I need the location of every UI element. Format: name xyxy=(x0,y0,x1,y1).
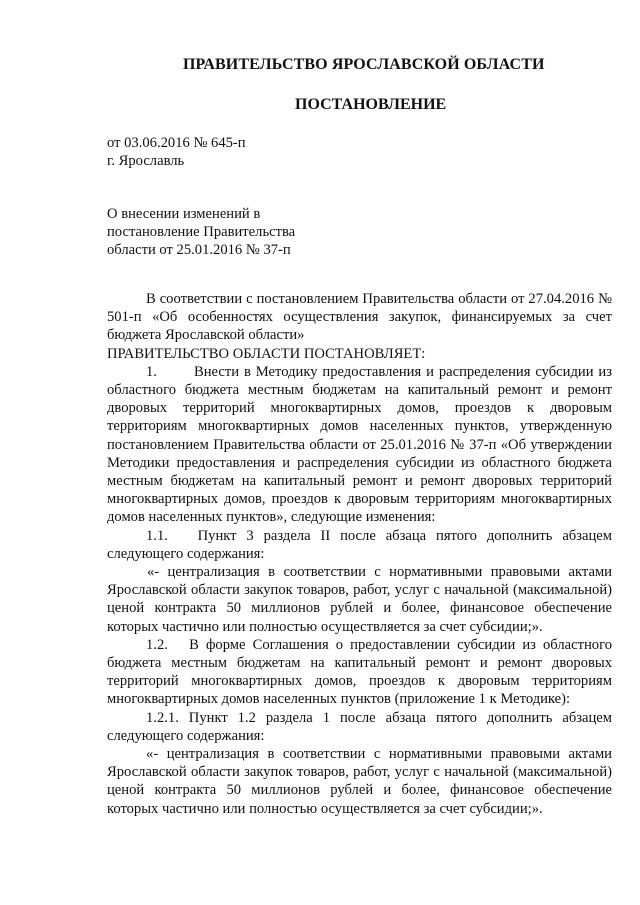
date-number: от 03.06.2016 № 645-п xyxy=(107,135,246,151)
item-text: Внести в Методику предоставления и распределения субсидии из областного бюджета местным бюджетам на капитальный ремонт и ремонт дворовых территорий многоквартирных домов, проездов к дворовым территориям многоквартирных домов населенных пунктов, утвержденную постановлением Правительства области от 25.01.2016 № 37-п «Об утверждении Методики предоставления и распределения субсидии из областного бюджета местным бюджетам на капитальный ремонт и ремонт дворовых территорий многоквартирных домов, проездов к дворовым территориям многоквартирных домов населенных пунктов», следующие изменения: xyxy=(107,363,612,526)
item-1-1 xyxy=(107,527,612,563)
document-type-title: ПОСТАНОВЛЕНИЕ xyxy=(295,96,447,113)
quote-2: «- централизация в соответствии с нормативными правовыми актами Ярославской области закупок товаров, работ, услуг с начальной (максимальной) ценой контракта 50 миллионов рублей и более, финансовое обеспечение которых частично или полностью осуществляется за счет субсидии;». xyxy=(107,746,612,817)
city: г. Ярославль xyxy=(107,153,185,170)
government-title: ПРАВИТЕЛЬСТВО ЯРОСЛАВСКОЙ ОБЛАСТИ xyxy=(183,56,545,73)
subject-line: постановление Правительства xyxy=(107,224,296,241)
item-1-2 xyxy=(107,636,612,709)
item-text: В форме Соглашения о предоставлении субсидии из областного бюджета местным бюджетам на капитальный ремонт и ремонт дворовых территорий многоквартирных домов, проездов к дворовым территориям многоквартирных домов населенных пунктов (приложение 1 к Методике): xyxy=(107,636,612,708)
subject-line: О внесении изменений в xyxy=(107,206,261,222)
item-number: 1.1. xyxy=(146,527,168,544)
item-number: 1.2. xyxy=(146,636,168,653)
resolves-line: ПРАВИТЕЛЬСТВО ОБЛАСТИ ПОСТАНОВЛЯЕТ: xyxy=(107,345,426,362)
item-text: Пункт 3 раздела II после абзаца пятого дополнить абзацем следующего содержания: xyxy=(107,527,612,562)
item-1-2-1 xyxy=(107,709,612,745)
item-number: 1.2.1. xyxy=(146,709,179,726)
preamble: В соответствии с постановлением Правительства области от 27.04.2016 № 501-п «Об особенностях осуществления закупок, финансируемых за счет бюджета Ярославской области» xyxy=(107,291,612,344)
item-1 xyxy=(107,363,612,527)
document-subject xyxy=(107,205,367,260)
subject-line: области от 25.01.2016 № 37-п xyxy=(107,242,291,259)
document-meta xyxy=(107,134,246,170)
item-number: 1. xyxy=(146,363,157,380)
item-text: Пункт 1.2 раздела 1 после абзаца пятого дополнить абзацем следующего содержания: xyxy=(107,709,613,744)
document-body xyxy=(107,290,612,818)
quote-1: «- централизация в соответствии с нормативными правовыми актами Ярославской области закупок товаров, работ, услуг с начальной (максимальной) ценой контракта 50 миллионов рублей и более, финансовое обеспечение которых частично или полностью осуществляется за счет субсидии;». xyxy=(107,564,612,635)
